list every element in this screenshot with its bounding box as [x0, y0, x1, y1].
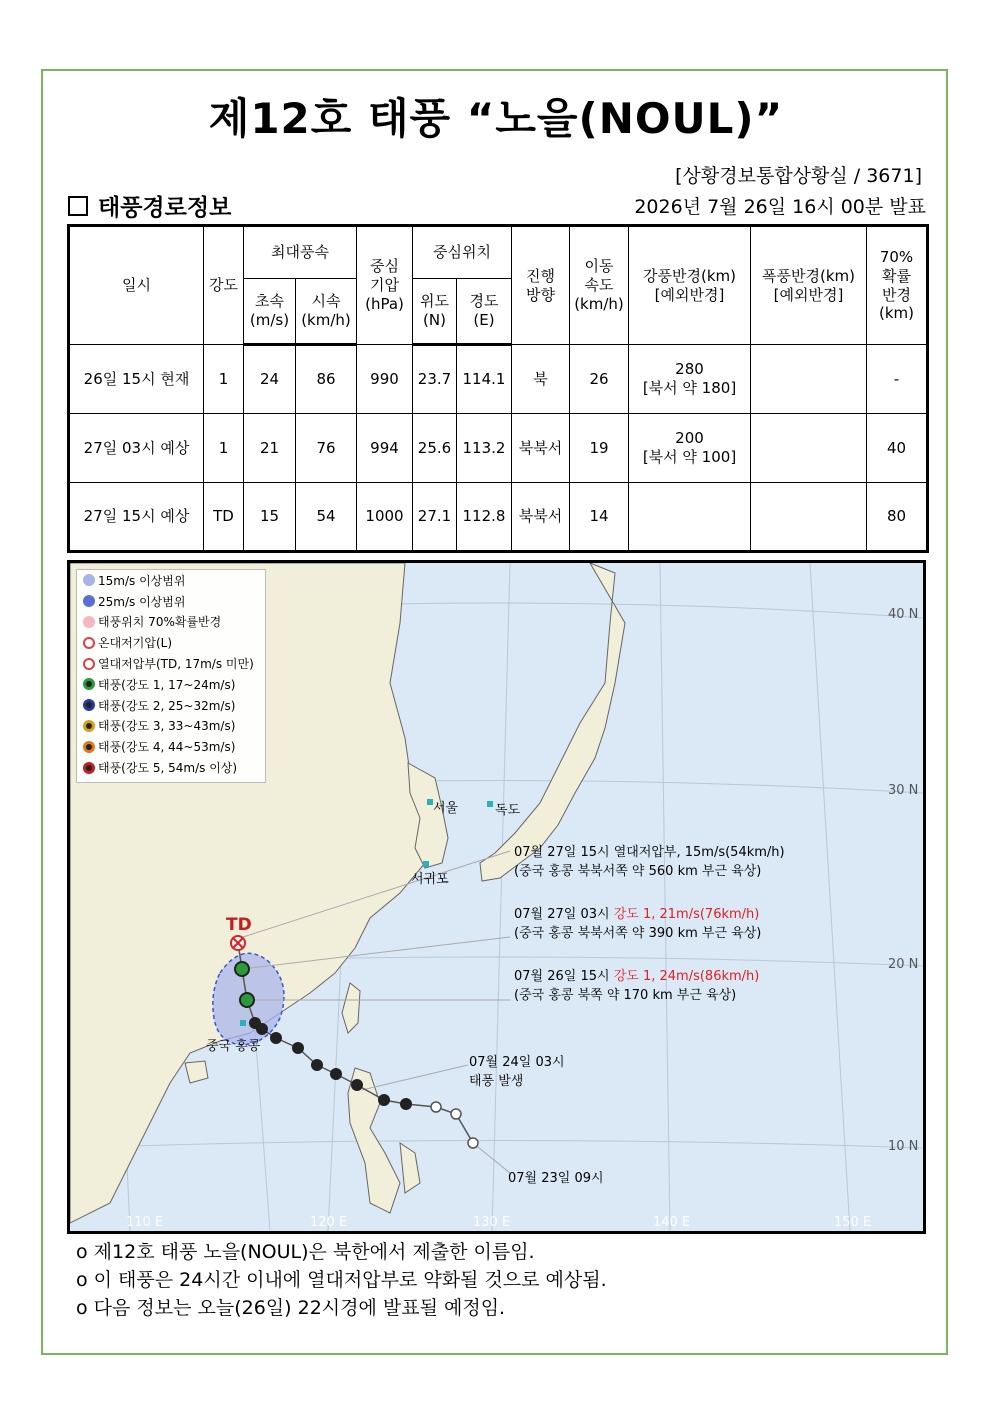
typhoon-track-table	[67, 224, 929, 553]
cell-lat: 23.7	[413, 345, 457, 414]
cell-speed: 26	[570, 345, 629, 414]
checkbox-icon	[68, 196, 88, 216]
cell-direction: 북북서	[512, 414, 570, 483]
page-title: 제12호 태풍 “노을(NOUL)”	[208, 94, 784, 143]
header-ms: 초속 (m/s)	[244, 279, 296, 345]
cell-direction: 북	[512, 345, 570, 414]
header-prob70: 70% 확률 반경 (km)	[867, 226, 928, 345]
header-direction: 진행 방향	[512, 226, 570, 345]
city-dokdo: 독도	[495, 803, 521, 818]
lon-label: 140 E	[653, 1215, 691, 1230]
header-strong-radius: 강풍반경(km) [예외반경]	[629, 226, 751, 345]
legend-item: 태풍위치 70%확률반경	[77, 612, 265, 633]
cell-lon: 114.1	[457, 345, 512, 414]
header-pressure: 중심 기압 (hPa)	[357, 226, 413, 345]
cell-storm-radius	[751, 414, 867, 483]
typhoon-icon	[83, 741, 95, 753]
table-row	[69, 414, 928, 483]
note-item: o 제12호 태풍 노을(NOUL)은 북한에서 제출한 이름임.	[76, 1241, 535, 1263]
lat-label: 10 N	[888, 1139, 919, 1154]
header-intensity: 강도	[204, 226, 244, 345]
legend-item: 태풍(강도 4, 44~53m/s)	[77, 736, 265, 757]
legend-item: 태풍(강도 5, 54m/s 이상)	[77, 757, 265, 778]
cell-ms: 15	[244, 483, 296, 552]
city-seogwipo: 서귀포	[411, 872, 449, 887]
header-center: 중심위치	[413, 226, 512, 279]
header-lat: 위도 (N)	[413, 279, 457, 345]
legend-item: 태풍(강도 2, 25~32m/s)	[77, 695, 265, 716]
cell-datetime: 27일 15시 예상	[69, 483, 204, 552]
annotation-current: 07월 26일 15시 강도 1, 24m/s(86km/h) (중국 홍콩 북쪽 약 170 km 부근 육상)	[514, 969, 760, 1003]
header-storm-radius: 폭풍반경(km) [예외반경]	[751, 226, 867, 345]
cell-lat: 25.6	[413, 414, 457, 483]
tropical-depression-icon	[83, 658, 95, 670]
cell-prob70: 80	[867, 483, 928, 552]
legend-dot-icon	[83, 616, 95, 628]
legend-item: 열대저압부(TD, 17m/s 미만)	[77, 653, 265, 674]
lat-label: 40 N	[888, 607, 919, 622]
table-row	[69, 483, 928, 552]
lon-label: 150 E	[834, 1215, 872, 1230]
header-max-wind: 최대풍속	[244, 226, 357, 279]
cell-ms: 21	[244, 414, 296, 483]
cell-strong-radius	[629, 483, 751, 552]
note-item: o 다음 정보는 오늘(26일) 22시경에 발표될 예정임.	[76, 1297, 506, 1319]
cell-prob70: -	[867, 345, 928, 414]
cell-intensity: TD	[204, 483, 244, 552]
header-lon: 경도 (E)	[457, 279, 512, 345]
header-kmh: 시속 (km/h)	[296, 279, 357, 345]
city-hongkong: 중국 홍콩	[206, 1039, 261, 1054]
cell-lon: 113.2	[457, 414, 512, 483]
department-label: [상황경보통합상황실 / 3671]	[675, 165, 922, 187]
annotation-genesis: 07월 24일 03시 태풍 발생	[469, 1055, 565, 1089]
legend-item: 태풍(강도 3, 33~43m/s)	[77, 716, 265, 737]
cell-strong-radius: 200 [북서 약 100]	[629, 414, 751, 483]
lon-label: 120 E	[310, 1215, 348, 1230]
extratropical-low-icon	[83, 637, 95, 649]
header-datetime: 일시	[69, 226, 204, 345]
lat-label: 30 N	[888, 783, 919, 798]
cell-storm-radius	[751, 483, 867, 552]
typhoon-icon	[83, 720, 95, 732]
cell-lat: 27.1	[413, 483, 457, 552]
issue-date: 2026년 7월 26일 16시 00분 발표	[634, 196, 926, 218]
notes	[76, 1238, 607, 1322]
legend-item: 15m/s 이상범위	[77, 570, 265, 591]
td-label: TD	[226, 915, 252, 935]
map-legend	[76, 569, 266, 783]
legend-item: 25m/s 이상범위	[77, 591, 265, 612]
cell-kmh: 54	[296, 483, 357, 552]
annotation-td: 07월 27일 15시 열대저압부, 15m/s(54km/h) (중국 홍콩 북북서쪽 약 560 km 부근 육상)	[514, 845, 785, 879]
cell-storm-radius	[751, 345, 867, 414]
typhoon-icon	[83, 699, 95, 711]
typhoon-icon	[83, 678, 95, 690]
legend-dot-icon	[83, 595, 95, 607]
cell-intensity: 1	[204, 345, 244, 414]
cell-kmh: 86	[296, 345, 357, 414]
cell-speed: 19	[570, 414, 629, 483]
note-item: o 이 태풍은 24시간 이내에 열대저압부로 약화될 것으로 예상됨.	[76, 1269, 607, 1291]
cell-ms: 24	[244, 345, 296, 414]
section-heading	[68, 189, 231, 222]
city-seoul: 서울	[433, 801, 459, 816]
legend-item: 태풍(강도 1, 17~24m/s)	[77, 674, 265, 695]
cell-intensity: 1	[204, 414, 244, 483]
lon-label: 130 E	[473, 1215, 511, 1230]
typhoon-track-map[interactable]	[67, 560, 926, 1234]
cell-pressure: 990	[357, 345, 413, 414]
legend-dot-icon	[83, 574, 95, 586]
section-title: 태풍경로정보	[98, 195, 232, 221]
typhoon-icon	[83, 762, 95, 774]
lat-label: 20 N	[888, 957, 919, 972]
cell-datetime: 26일 15시 현재	[69, 345, 204, 414]
cell-pressure: 994	[357, 414, 413, 483]
lon-label: 110 E	[126, 1215, 164, 1230]
header-speed: 이동 속도 (km/h)	[570, 226, 629, 345]
annotation-start: 07월 23일 09시	[508, 1171, 604, 1186]
cell-speed: 14	[570, 483, 629, 552]
cell-pressure: 1000	[357, 483, 413, 552]
table-row	[69, 345, 928, 414]
cell-lon: 112.8	[457, 483, 512, 552]
cell-direction: 북북서	[512, 483, 570, 552]
cell-prob70: 40	[867, 414, 928, 483]
legend-item: 온대저기압(L)	[77, 632, 265, 653]
cell-datetime: 27일 03시 예상	[69, 414, 204, 483]
cell-strong-radius: 280 [북서 약 180]	[629, 345, 751, 414]
annotation-forecast: 07월 27일 03시 강도 1, 21m/s(76km/h) (중국 홍콩 북북서쪽 약 390 km 부근 육상)	[514, 907, 762, 941]
cell-kmh: 76	[296, 414, 357, 483]
